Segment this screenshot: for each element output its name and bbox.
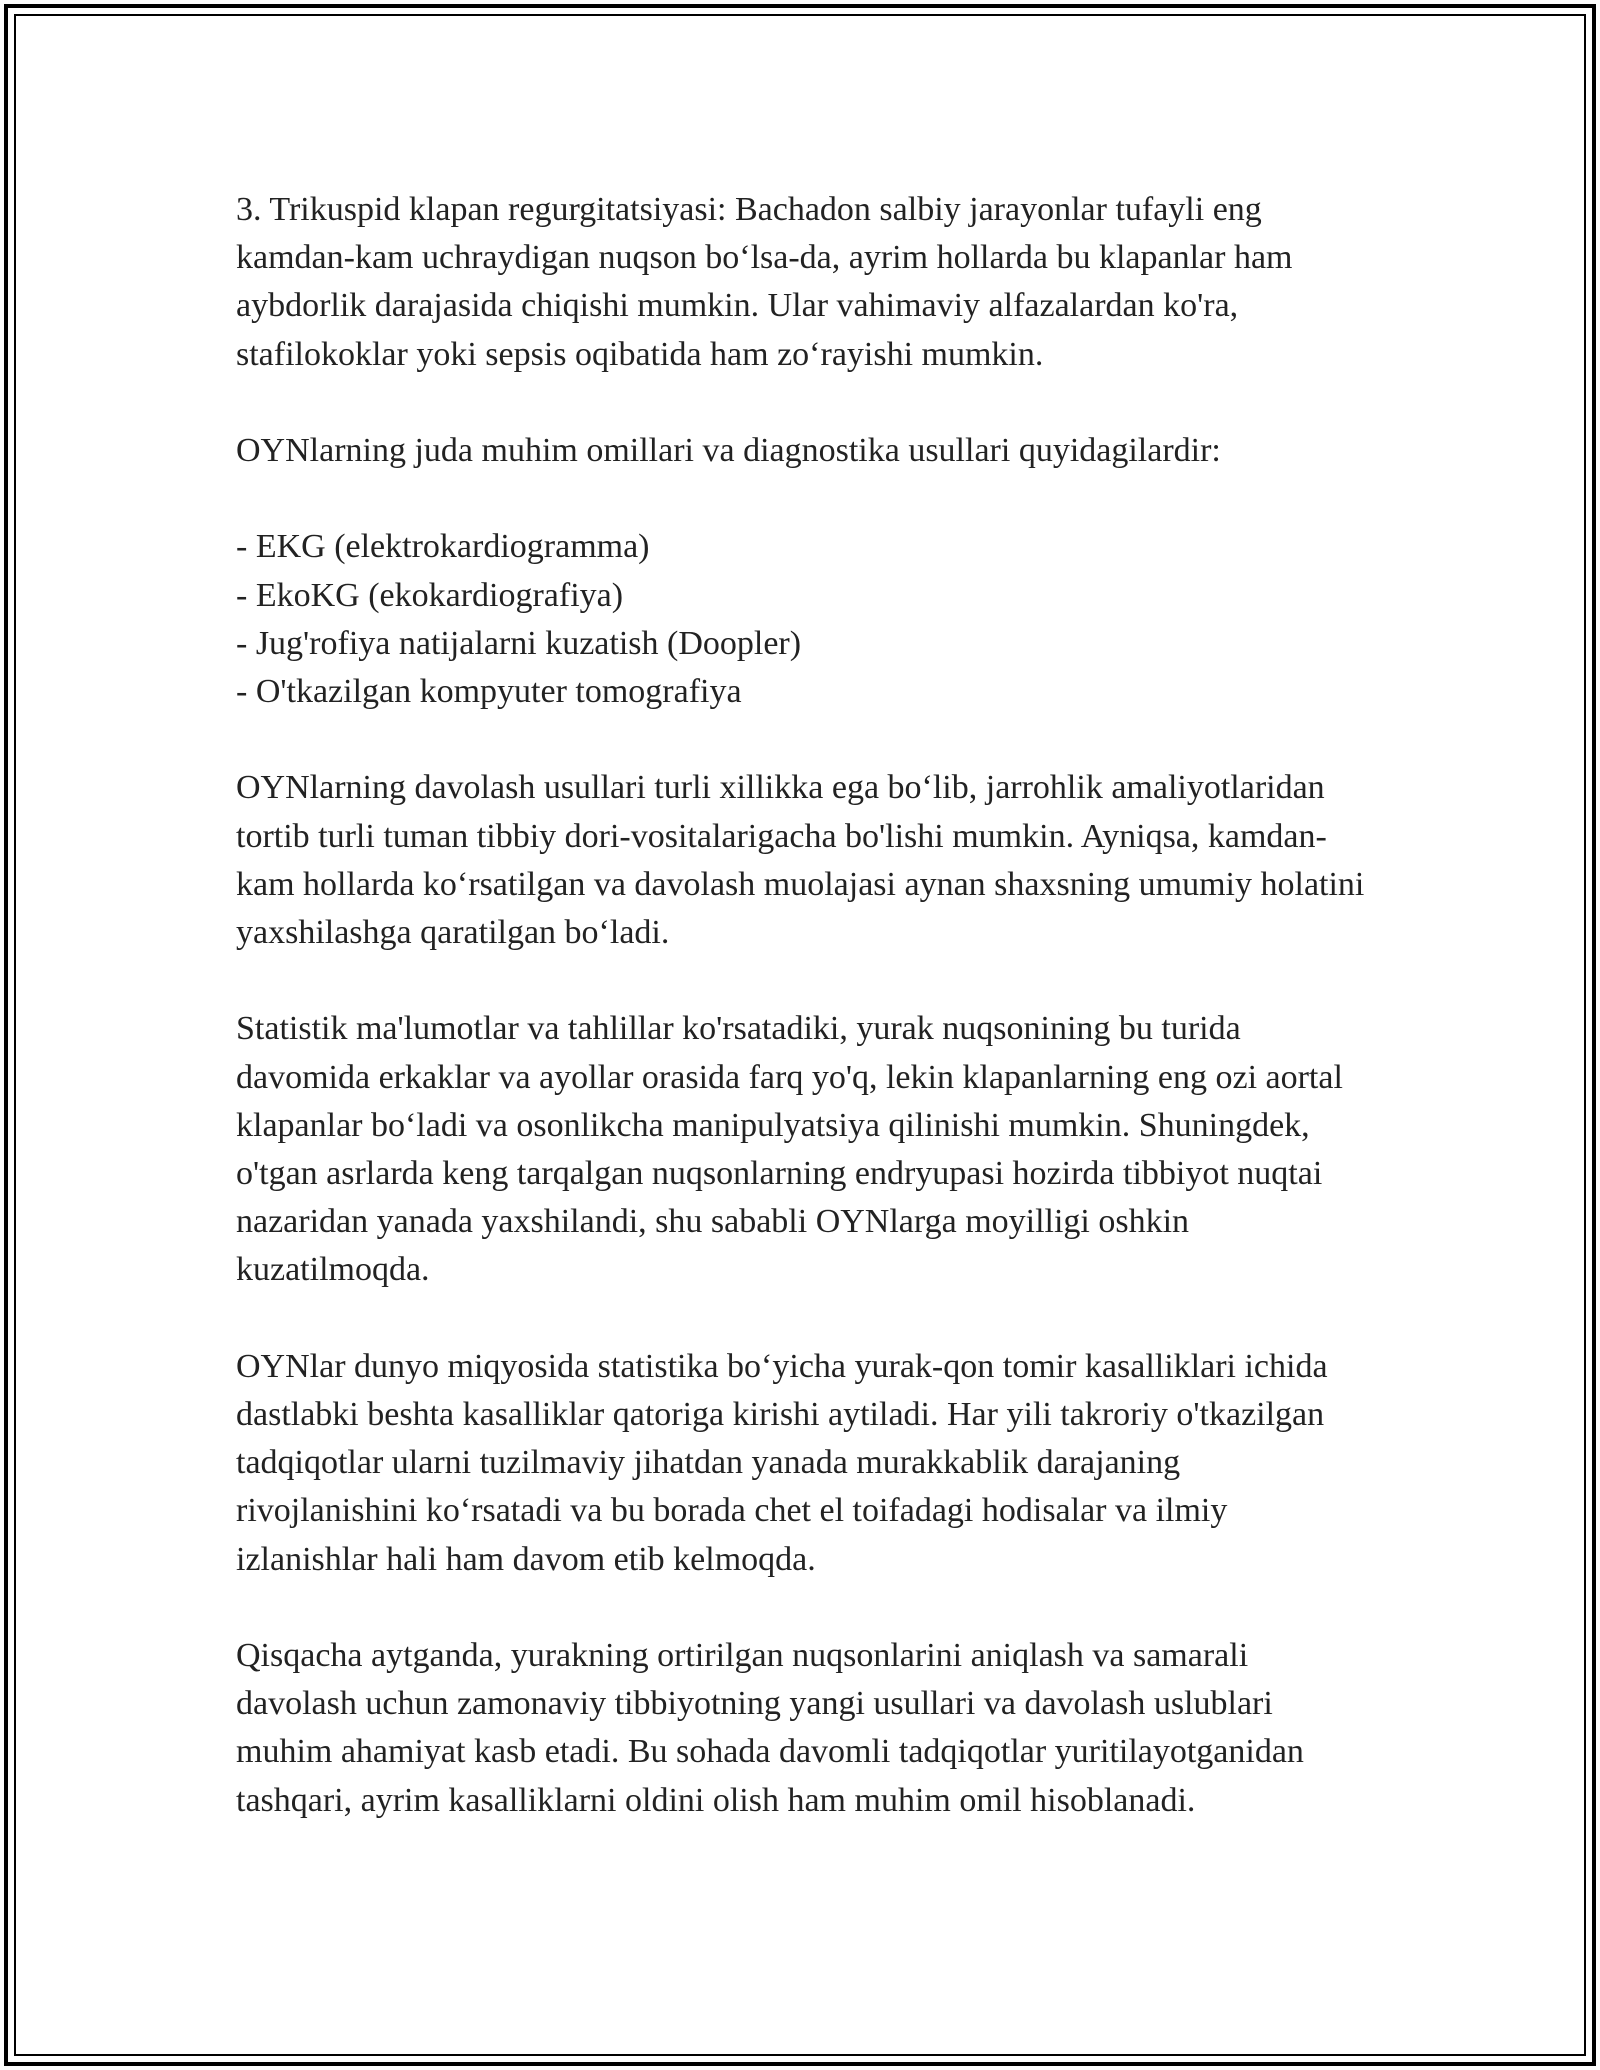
paragraph-conclusion: Qisqacha aytganda, yurakning ortirilgan nuqsonlarini aniqlash va samarali davolash uchun zamonaviy tibbiyotning yangi usullari va davolash uslublari muhim ahamiyat kasb etadi. Bu sohada davomli tadqiqotlar yuritilayotganidan tashqari, ayrim kasalliklarni oldini olish ham muhim omil hisoblanadi. bbox=[236, 1637, 1304, 1819]
paragraph-statistics: Statistik ma'lumotlar va tahlillar ko'rsatadiki, yurak nuqsonining bu turida davomida erkaklar va ayollar orasida farq yo'q, lekin klapanlarning eng ozi aortal klapanlar bo‘ladi va osonlikcha manipulyatsiya qilinishi mumkin. Shuningdek, o'tgan asrlarda keng tarqalgan nuqsonlarning endryupasi hozirda tibbiyot nuqtai nazaridan yanada yaxshilandi, shu sababli OYNlarga moyilligi oshkin kuzatilmoqda. bbox=[236, 1010, 1343, 1289]
list-item-ekokg: - EkoKG (ekokardiografiya) bbox=[236, 576, 624, 614]
paragraph-treatment-methods: OYNlarning davolash usullari turli xillikka ega bo‘lib, jarrohlik amaliyotlaridan tortib turli tuman tibbiy dori-vositalarigacha bo'lishi mumkin. Ayniqsa, kamdan-kam hollarda ko‘rsatilgan va davolash muolajasi aynan shaxsning umumiy holatini yaxshilashga qaratilgan bo‘ladi. bbox=[236, 769, 1365, 951]
document-body bbox=[236, 186, 1366, 1873]
paragraph-diagnostics-intro: OYNlarning juda muhim omillari va diagnostika usullari quyidagilardir: bbox=[236, 432, 1221, 469]
paragraph-global-prevalence: OYNlar dunyo miqyosida statistika bo‘yicha yurak-qon tomir kasalliklari ichida dastlabki beshta kasalliklar qatoriga kirishi aytiladi. Har yili takroriy o'tkazilgan tadqiqotlar ularni tuzilmaviy jihatdan yanada murakkablik darajaning rivojlanishini ko‘rsatadi va bu borada chet el toifadagi hodisalar va ilmiy izlanishlar hali ham davom etib kelmoqda. bbox=[236, 1347, 1328, 1578]
list-item-doppler: - Jug'rofiya natijalarni kuzatish (Doopler) bbox=[236, 624, 802, 662]
paragraph-tricuspid-regurgitation: 3. Trikuspid klapan regurgitatsiyasi: Bachadon salbiy jarayonlar tufayli eng kamdan-kam uchraydigan nuqson bo‘lsa-da, ayrim hollarda bu klapanlar ham aybdorlik darajasida chiqishi mumkin. Ular vahimaviy alfazalardan ko'ra, stafilokoklar yoki sepsis oqibatida ham zo‘rayishi mumkin. bbox=[236, 191, 1293, 373]
list-item-ct: - O'tkazilgan kompyuter tomografiya bbox=[236, 673, 742, 710]
list-item-ekg: - EKG (elektrokardiogramma) bbox=[236, 528, 650, 566]
diagnostics-list bbox=[236, 523, 1366, 716]
